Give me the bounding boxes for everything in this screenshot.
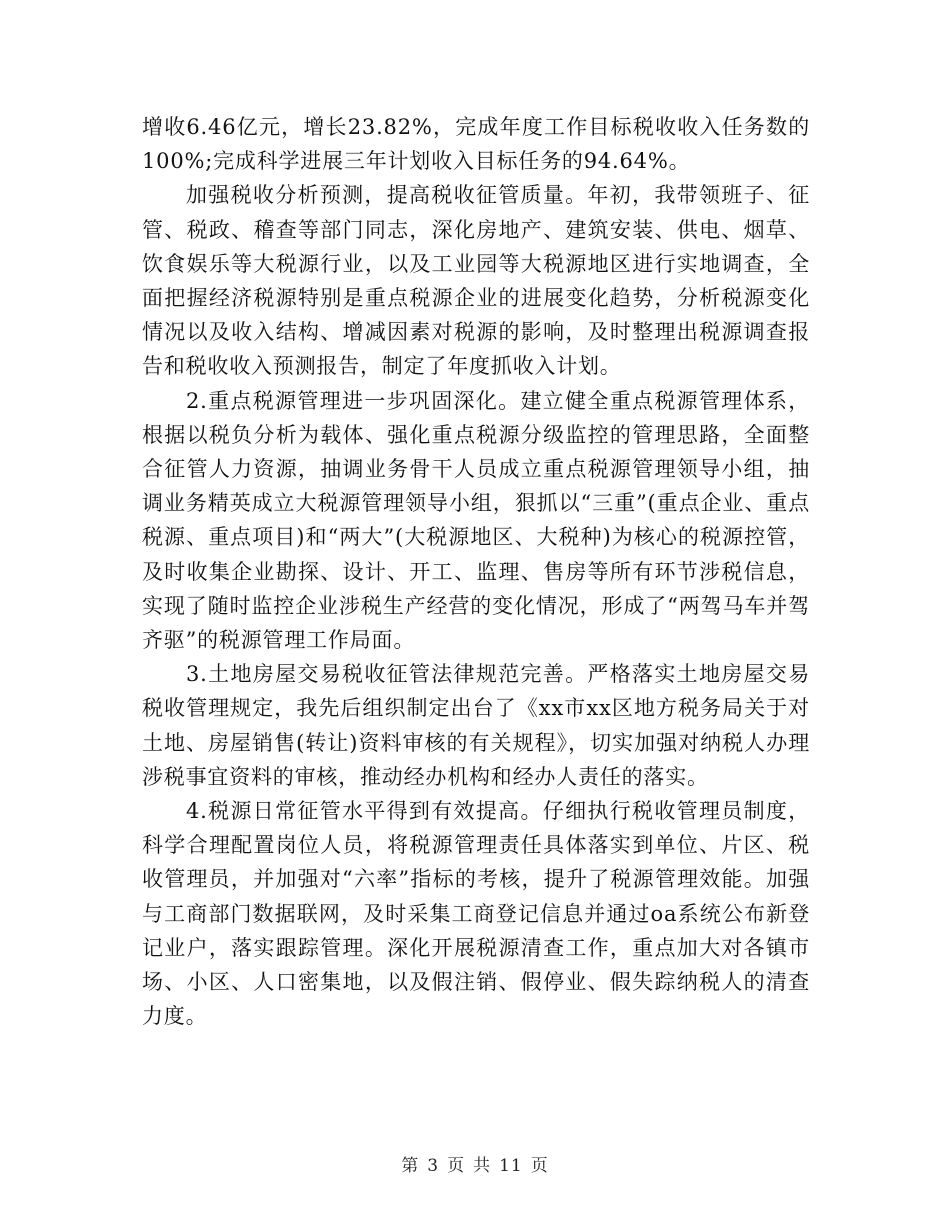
- total-prefix: 共: [473, 1156, 492, 1176]
- current-page-number: 3: [427, 1156, 440, 1176]
- paragraph-key-tax-sources: 2.重点税源管理进一步巩固深化。建立健全重点税源管理体系，根据以税负分析为载体、强化重点税源分级监控的管理思路，全面整合征管人力资源，抽调业务骨干人员成立重点税源管理领导小组，抽调业务精英成立大税源管理领导小组，狠抓以“三重”(重点企业、重点税源、重点项目)和“两大”(大税源地区、大税种)为核心的税源控管，及时收集企业勘探、设计、开工、监理、售房等所有环节涉税信息，实现了随时监控企业涉税生产经营的变化情况，形成了“两驾马车并驾齐驱”的税源管理工作局面。: [142, 388, 810, 653]
- total-pages-number: 11: [499, 1156, 523, 1176]
- total-suffix: 页: [530, 1156, 549, 1176]
- paragraph-tax-analysis: 加强税收分析预测，提高税收征管质量。年初，我带领班子、征管、税政、稽查等部门同志，深化房地产、建筑安装、供电、烟草、饮食娱乐等大税源行业，以及工业园等大税源地区进行实地调查，全面把握经济税源特别是重点税源企业的进展变化趋势，分析税源变化情况以及收入结构、增减因素对税源的影响，及时整理出税源调查报告和税收收入预测报告，制定了年度抓收入计划。: [142, 183, 810, 379]
- document-body: [142, 110, 810, 1033]
- paragraph-daily-management: 4.税源日常征管水平得到有效提高。仔细执行税收管理员制度，科学合理配置岗位人员，将税源管理责任具体落实到单位、片区、税收管理员，并加强对“六率”指标的考核，提升了税源管理效能。加强与工商部门数据联网，及时采集工商登记信息并通过oa系统公布新登记业户，落实跟踪管理。深化开展税源清查工作，重点加大对各镇市场、小区、人口密集地，以及假注销、假停业、假失踪纳税人的清查力度。: [142, 799, 810, 1029]
- paragraph-land-housing-tax: 3.土地房屋交易税收征管法律规范完善。严格落实土地房屋交易税收管理规定，我先后组织制定出台了《xx市xx区地方税务局关于对土地、房屋销售(转让)资料审核的有关规程》，切实加强对纳税人办理涉税事宜资料的审核，推动经办机构和经办人责任的落实。: [142, 662, 810, 789]
- page-word: 页: [447, 1156, 466, 1176]
- paragraph-revenue-summary: 增收6.46亿元，增长23.82%，完成年度工作目标税收收入任务数的100%;完成科学进展三年计划收入目标任务的94.64%。: [142, 115, 810, 174]
- page-prefix: 第: [401, 1156, 420, 1176]
- page-footer: [0, 1151, 950, 1176]
